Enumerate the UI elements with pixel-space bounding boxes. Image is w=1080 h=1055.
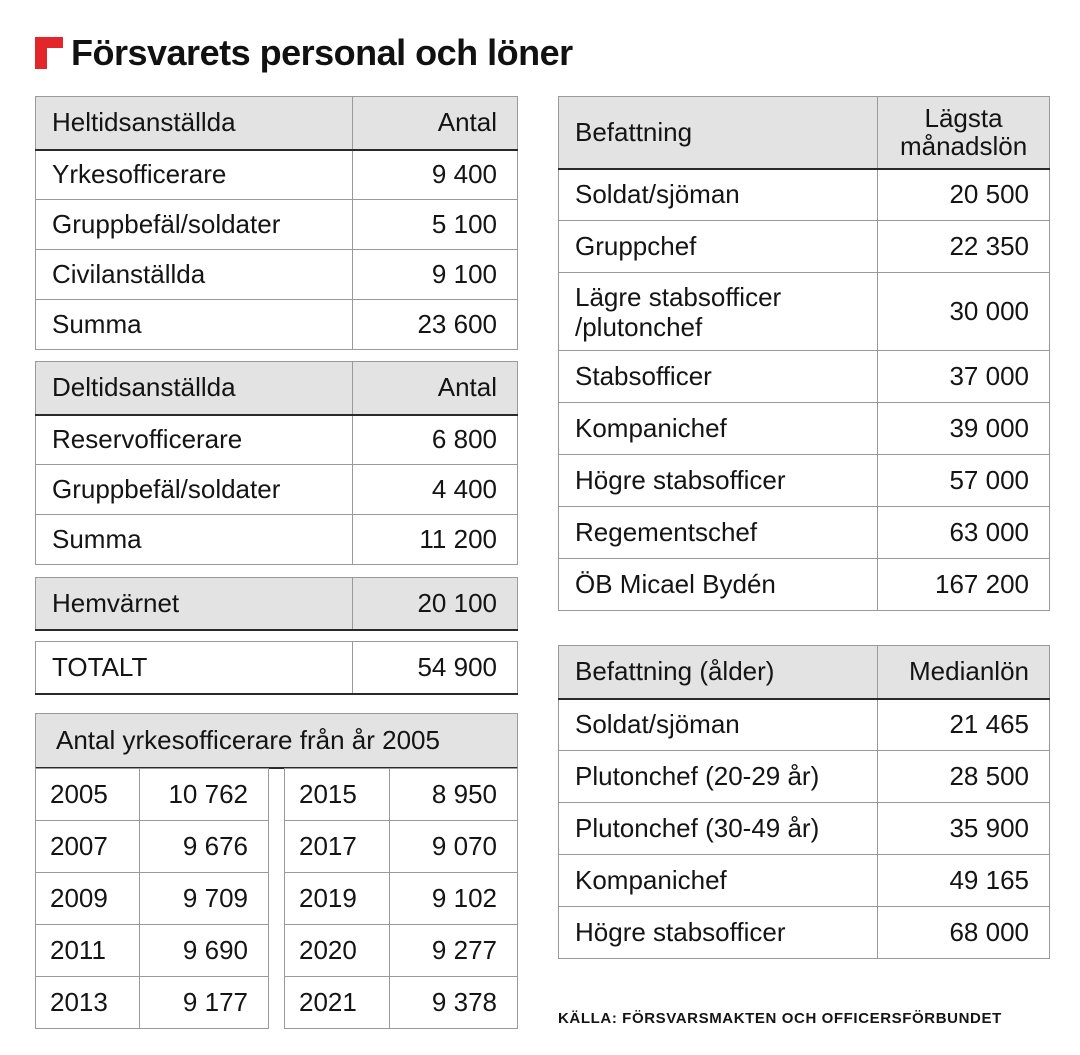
table-row	[36, 769, 269, 821]
row-value: 37 000	[878, 351, 1050, 403]
parttime-staff-table	[35, 361, 518, 565]
year-cell: 2009	[36, 873, 140, 925]
table-row	[36, 642, 518, 694]
table-row	[285, 873, 518, 925]
column-header-count: Antal	[353, 362, 518, 415]
row-value: 39 000	[878, 403, 1050, 455]
column-header-median-salary: Medianlön	[878, 646, 1050, 699]
table-header-row	[559, 646, 1050, 699]
row-value: 28 500	[878, 751, 1050, 803]
row-label: Reservofficerare	[36, 415, 353, 465]
row-label: Kompanichef	[559, 855, 878, 907]
table-row	[285, 821, 518, 873]
table-row	[559, 751, 1050, 803]
row-label: Regementschef	[559, 507, 878, 559]
row-value: 11 200	[353, 515, 518, 565]
row-value: 20 100	[353, 578, 518, 630]
fulltime-staff-table	[35, 96, 518, 350]
table-row	[36, 200, 518, 250]
row-label: Plutonchef (20-29 år)	[559, 751, 878, 803]
count-cell: 8 950	[389, 769, 517, 821]
count-cell: 9 676	[140, 821, 269, 873]
row-value: 167 200	[878, 559, 1050, 611]
row-value: 68 000	[878, 907, 1050, 959]
row-label: Kompanichef	[559, 403, 878, 455]
row-label: Gruppchef	[559, 221, 878, 273]
row-value: 57 000	[878, 455, 1050, 507]
year-cell: 2020	[285, 925, 390, 977]
count-cell: 9 070	[389, 821, 517, 873]
table-row	[559, 507, 1050, 559]
table-row	[36, 578, 518, 630]
row-value: 23 600	[353, 300, 518, 350]
years-table-right	[284, 768, 518, 1029]
row-value: 20 500	[878, 169, 1050, 221]
column-header-count: Antal	[353, 97, 518, 150]
years-table-left	[35, 768, 269, 1029]
median-salary-table	[558, 645, 1050, 959]
count-cell: 9 690	[140, 925, 269, 977]
table-row	[559, 803, 1050, 855]
column-header-category: Heltidsanställda	[36, 97, 353, 150]
table-row	[559, 907, 1050, 959]
row-label-line-2: /plutonchef	[575, 311, 703, 342]
table-row	[36, 250, 518, 300]
row-label: Summa	[36, 300, 353, 350]
table-header-row	[36, 97, 518, 150]
count-cell: 9 177	[140, 977, 269, 1029]
table-row	[559, 273, 1050, 351]
row-value: 49 165	[878, 855, 1050, 907]
row-label: Summa	[36, 515, 353, 565]
column-header-position-age: Befattning (ålder)	[559, 646, 878, 699]
column-header-line-2: månadslön	[899, 131, 1028, 162]
table-row	[36, 821, 269, 873]
year-cell: 2021	[285, 977, 390, 1029]
table-row	[36, 415, 518, 465]
table-row	[36, 515, 518, 565]
row-label: Civilanställda	[36, 250, 353, 300]
source-credit: KÄLLA: FÖRSVARSMAKTEN OCH OFFICERSFÖRBUNDET	[558, 1010, 1002, 1027]
column-header-position: Befattning	[559, 97, 878, 169]
year-cell: 2019	[285, 873, 390, 925]
row-value: 30 000	[878, 273, 1050, 351]
row-value: 6 800	[353, 415, 518, 465]
table-row	[559, 169, 1050, 221]
column-header-category: Deltidsanställda	[36, 362, 353, 415]
brand-logo-mark	[35, 37, 63, 69]
count-cell: 9 378	[389, 977, 517, 1029]
year-cell: 2005	[36, 769, 140, 821]
year-cell: 2013	[36, 977, 140, 1029]
count-cell: 9 277	[389, 925, 517, 977]
year-cell: 2017	[285, 821, 390, 873]
total-staff-table	[35, 641, 518, 695]
row-value: 21 465	[878, 699, 1050, 751]
table-row	[36, 977, 269, 1029]
column-header-min-salary	[878, 97, 1050, 169]
row-label: Yrkesofficerare	[36, 150, 353, 200]
table-header-row	[36, 362, 518, 415]
row-value: 22 350	[878, 221, 1050, 273]
count-cell: 9 102	[389, 873, 517, 925]
table-row	[36, 300, 518, 350]
table-row	[285, 977, 518, 1029]
page-header	[35, 32, 573, 74]
row-label: Plutonchef (30-49 år)	[559, 803, 878, 855]
row-label: Högre stabsofficer	[559, 455, 878, 507]
row-value: 63 000	[878, 507, 1050, 559]
minimum-salary-table	[558, 96, 1050, 611]
row-label: Stabsofficer	[559, 351, 878, 403]
home-guard-table	[35, 577, 518, 631]
row-label: Gruppbefäl/soldater	[36, 465, 353, 515]
column-header-line-1: Lägsta	[924, 103, 1003, 134]
table-row	[285, 769, 518, 821]
row-label: Högre stabsofficer	[559, 907, 878, 959]
table-row	[559, 559, 1050, 611]
row-label: Gruppbefäl/soldater	[36, 200, 353, 250]
row-value: 9 100	[353, 250, 518, 300]
table-row	[559, 855, 1050, 907]
table-header-row	[559, 97, 1050, 169]
row-label-line-1: Lägre stabsofficer	[575, 281, 782, 312]
page-title: Försvarets personal och löner	[71, 32, 573, 73]
year-cell: 2007	[36, 821, 140, 873]
row-label: TOTALT	[36, 642, 353, 694]
row-label: ÖB Micael Bydén	[559, 559, 878, 611]
row-value: 54 900	[353, 642, 518, 694]
table-row	[36, 465, 518, 515]
row-label: Hemvärnet	[36, 578, 353, 630]
count-cell: 10 762	[140, 769, 269, 821]
count-cell: 9 709	[140, 873, 269, 925]
row-value: 4 400	[353, 465, 518, 515]
table-row	[559, 221, 1050, 273]
table-row	[559, 455, 1050, 507]
table-row	[285, 925, 518, 977]
table-row	[559, 699, 1050, 751]
table-row	[36, 925, 269, 977]
row-label	[559, 273, 878, 351]
table-row	[559, 403, 1050, 455]
row-label: Soldat/sjöman	[559, 169, 878, 221]
year-cell: 2015	[285, 769, 390, 821]
row-value: 9 400	[353, 150, 518, 200]
table-row	[559, 351, 1050, 403]
years-table-header: Antal yrkesofficerare från år 2005	[35, 713, 518, 769]
table-row	[36, 873, 269, 925]
year-cell: 2011	[36, 925, 140, 977]
row-value: 35 900	[878, 803, 1050, 855]
row-value: 5 100	[353, 200, 518, 250]
row-label: Soldat/sjöman	[559, 699, 878, 751]
table-row	[36, 150, 518, 200]
